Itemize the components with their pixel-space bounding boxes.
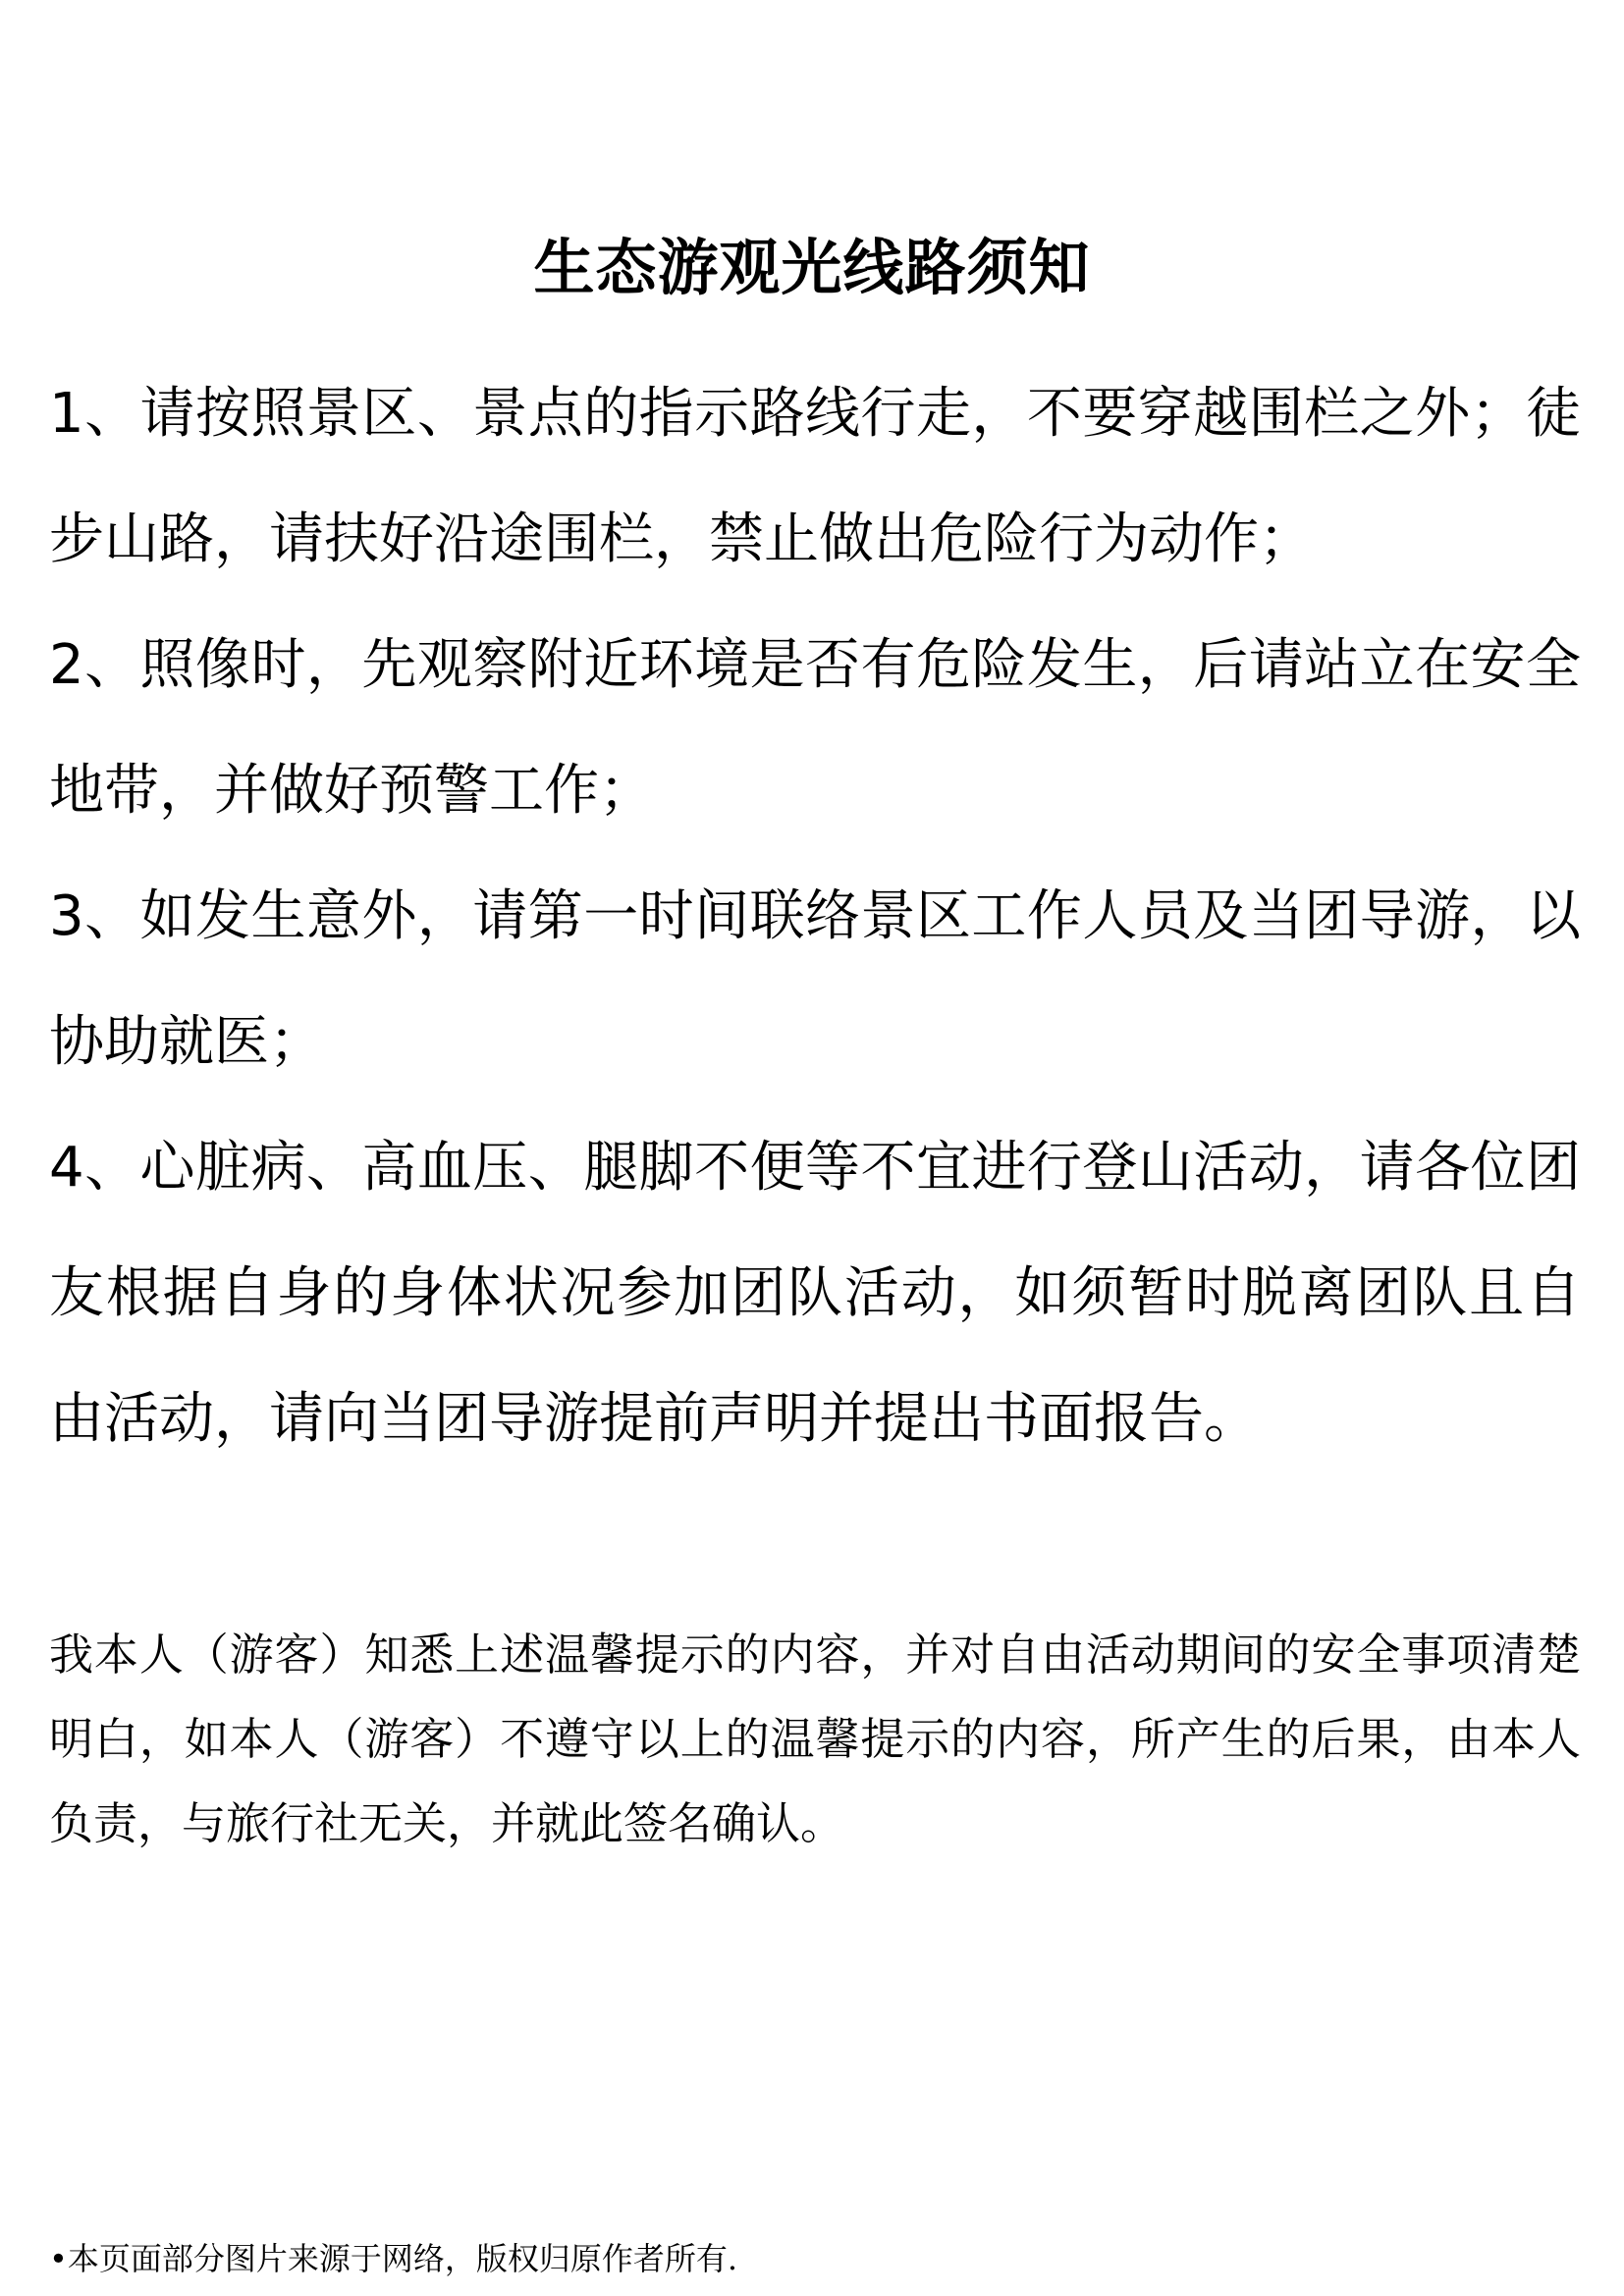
visitor-statement: 我本人（游客）知悉上述温馨提示的内容，并对自由活动期间的安全事项清楚明白，如本人（游客）不遵守以上的温馨提示的内容，所产生的后果，由本人负责，与旅行社无关，并就此签名确认。 [49,1629,1581,1849]
rule-item-1: 1、请按照景区、景点的指示路线行走，不要穿越围栏之外；徒步山路，请扶好沿途围栏，禁止做出危险行为动作； [49,382,1581,571]
document-title: 生态游观光线路须知 [533,232,1091,303]
rules-list [49,351,1581,1482]
copyright-footer-note: •本页面部分图片来源于网络，版权归原作者所有. [49,2240,738,2277]
rule-item-4: 4、心脏病、高血压、腿脚不便等不宜进行登山活动，请各位团友根据自身的身体状况参加团队活动，如须暂时脱离团队且自由活动，请向当团导游提前声明并提出书面报告。 [49,1136,1581,1451]
rule-item-3: 3、如发生意外，请第一时间联络景区工作人员及当团导游，以协助就医； [49,884,1581,1074]
rule-item-2: 2、照像时，先观察附近环境是否有危险发生，后请站立在安全地带，并做好预警工作； [49,633,1581,823]
